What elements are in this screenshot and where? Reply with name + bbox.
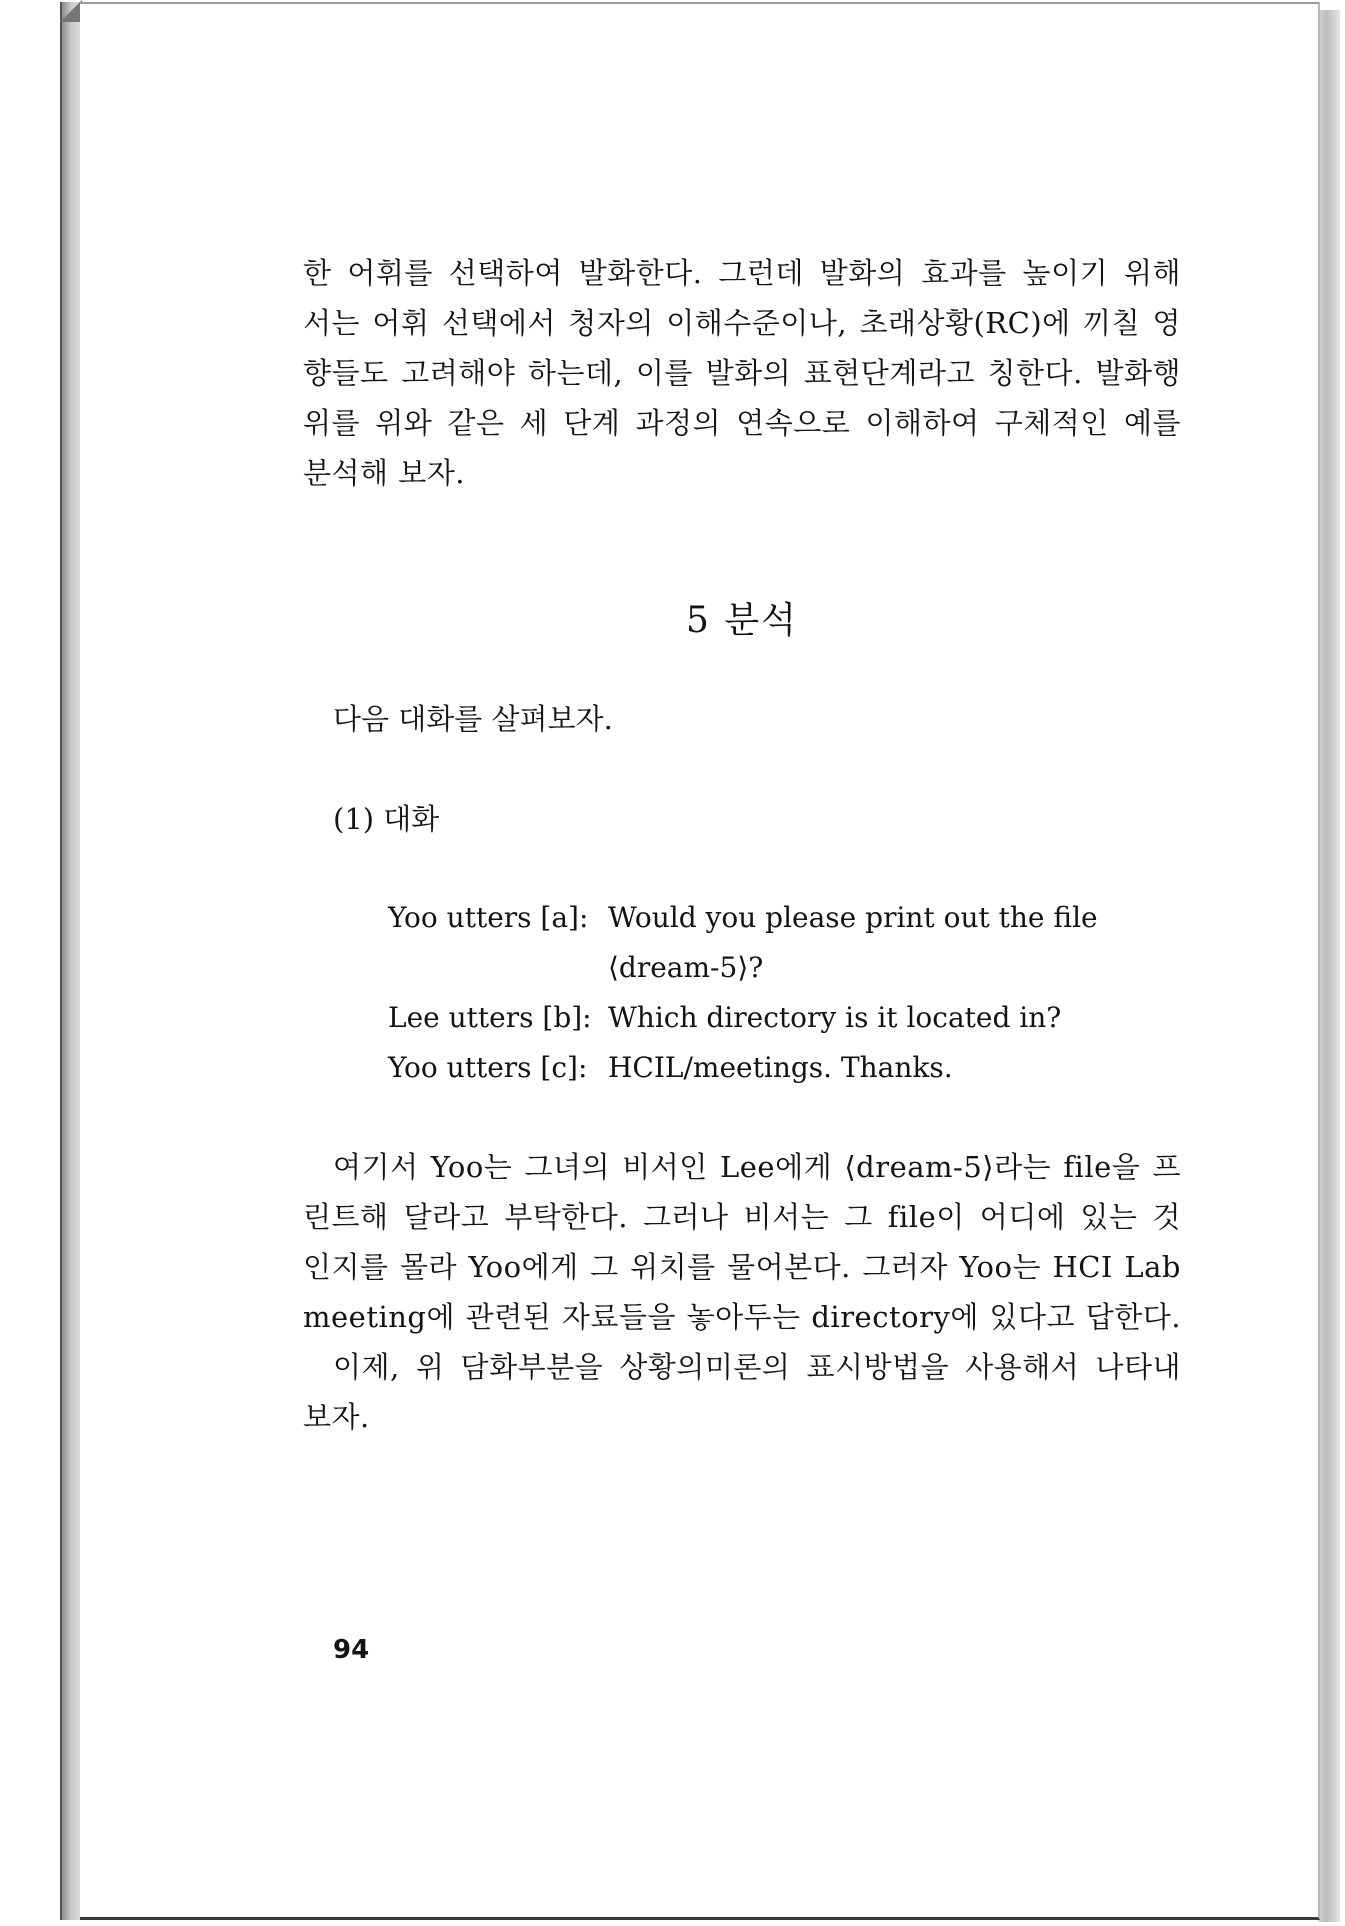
- paragraph-3: [303, 1342, 1181, 1442]
- paragraph-line: 위를 위와 같은 세 단계 과정의 연속으로 이해하여 구체적인 예를: [303, 406, 1181, 440]
- paragraph-line: 서는 어휘 선택에서 청자의 이해수준이나, 초래상황(RC)에 끼칠 영: [303, 306, 1181, 340]
- paragraph-line: 한 어휘를 선택하여 발화한다. 그런데 발화의 효과를 높이기 위해: [303, 256, 1181, 290]
- dialogue-utterance: Would you please print out the file: [608, 901, 1098, 934]
- paragraph-line: meeting에 관련된 자료들을 놓아두는 directory에 있다고 답한다.: [303, 1300, 1181, 1334]
- dialogue-row: [388, 1043, 1188, 1093]
- paragraph-line: 여기서 Yoo는 그녀의 비서인 Lee에게 ⟨dream-5⟩라는 file을 프: [333, 1150, 1181, 1184]
- paragraph-line: 인지를 몰라 Yoo에게 그 위치를 물어본다. 그러자 Yoo는 HCI Lab: [303, 1250, 1181, 1284]
- dialogue-row: [388, 993, 1188, 1043]
- dialogue-block: [388, 893, 1188, 1093]
- paragraph-2: [303, 1142, 1181, 1342]
- paragraph-line: 이제, 위 담화부분을 상황의미론의 표시방법을 사용해서 나타내: [333, 1350, 1181, 1384]
- section-title: 5 분석: [686, 600, 798, 641]
- paragraph-line: 보자.: [303, 1400, 370, 1434]
- dialogue-row: [388, 943, 1188, 993]
- dialogue-utterance: Which directory is it located in?: [608, 1001, 1062, 1034]
- dialogue-row: [388, 893, 1188, 943]
- example-label: (1) 대화: [333, 802, 440, 836]
- page-number: 94: [333, 1635, 370, 1665]
- dialogue-utterance: HCIL/meetings. Thanks.: [608, 1051, 953, 1084]
- page-stack-edge: [60, 2, 82, 1920]
- paragraph-line: 분석해 보자.: [303, 456, 466, 490]
- page-corner: [60, 0, 82, 22]
- paragraph-line: 향들도 고려해야 하는데, 이를 발화의 표현단계라고 칭한다. 발화행: [303, 356, 1181, 390]
- page-shadow: [1318, 10, 1340, 1922]
- intro-line: 다음 대화를 살펴보자.: [333, 702, 613, 736]
- dialogue-speaker: Yoo utters [a]:: [388, 901, 589, 934]
- dialogue-speaker: Yoo utters [c]:: [388, 1051, 588, 1084]
- paragraph-line: 린트해 달라고 부탁한다. 그러나 비서는 그 file이 어디에 있는 것: [303, 1200, 1181, 1234]
- paragraph-1: [303, 248, 1181, 498]
- dialogue-speaker: Lee utters [b]:: [388, 1001, 592, 1034]
- dialogue-utterance: ⟨dream-5⟩?: [608, 951, 764, 984]
